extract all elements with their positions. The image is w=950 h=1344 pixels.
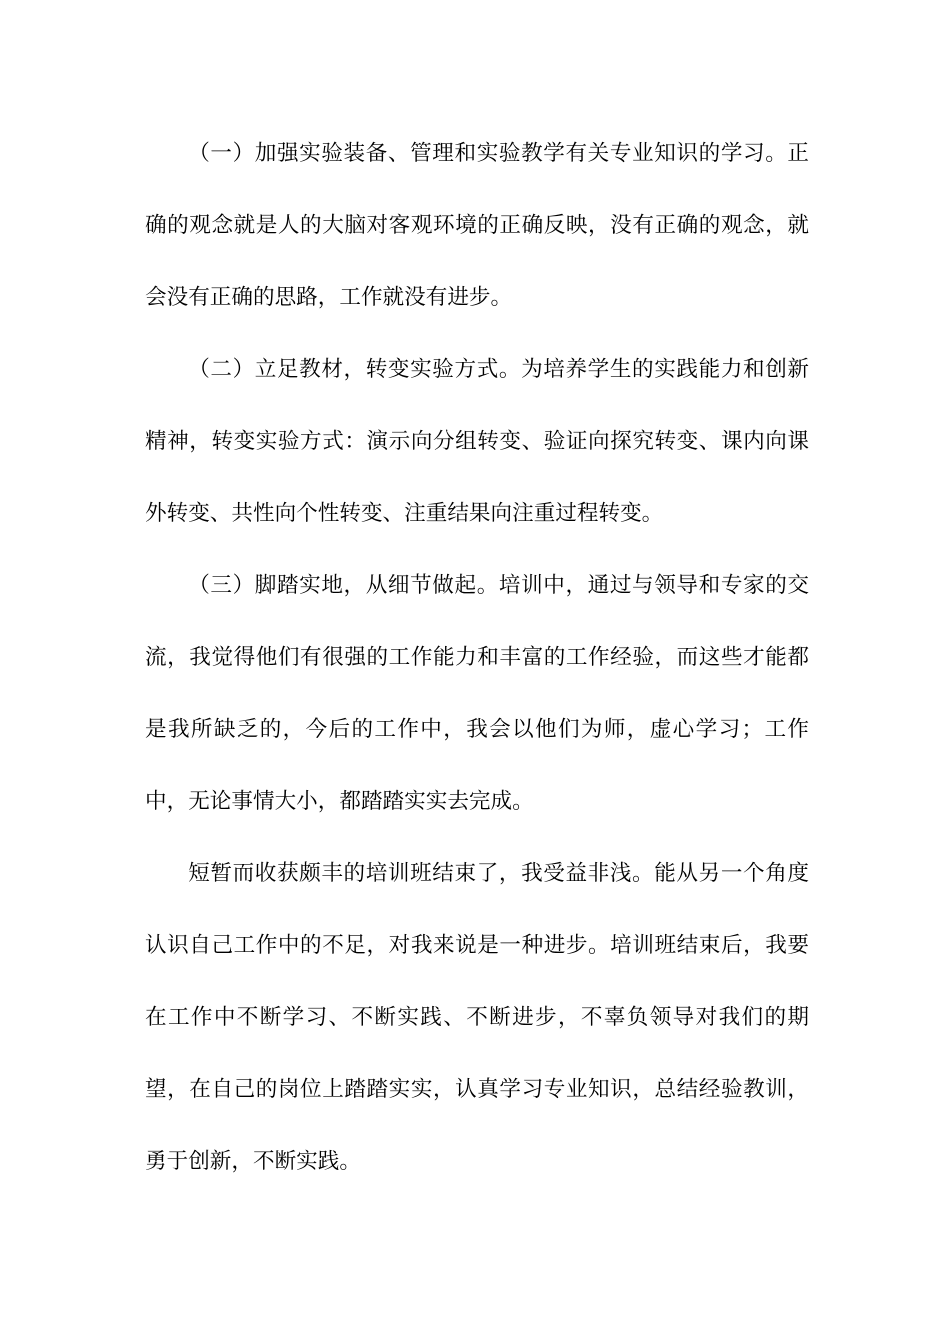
paragraph-1: （一）加强实验装备、管理和实验教学有关专业知识的学习。正确的观念就是人的大脑对客观环境的正确反映，没有正确的观念，就会没有正确的思路，工作就没有进步。 <box>145 141 809 310</box>
document-page <box>145 118 809 1198</box>
paragraph-3: （三）脚踏实地，从细节做起。培训中，通过与领导和专家的交流，我觉得他们有很强的工作能力和丰富的工作经验，而这些才能都是我所缺乏的，今后的工作中，我会以他们为师，虚心学习；工作中，无论事情大小，都踏踏实实去完成。 <box>145 573 809 814</box>
paragraph-4: 短暂而收获颇丰的培训班结束了，我受益非浅。能从另一个角度认识自己工作中的不足，对我来说是一种进步。培训班结束后，我要在工作中不断学习、不断实践、不断进步，不辜负领导对我们的期望，在自己的岗位上踏踏实实，认真学习专业知识，总结经验教训，勇于创新，不断实践。 <box>145 861 809 1174</box>
paragraph-2: （二）立足教材，转变实验方式。为培养学生的实践能力和创新精神，转变实验方式：演示向分组转变、验证向探究转变、课内向课外转变、共性向个性转变、注重结果向注重过程转变。 <box>145 357 809 526</box>
